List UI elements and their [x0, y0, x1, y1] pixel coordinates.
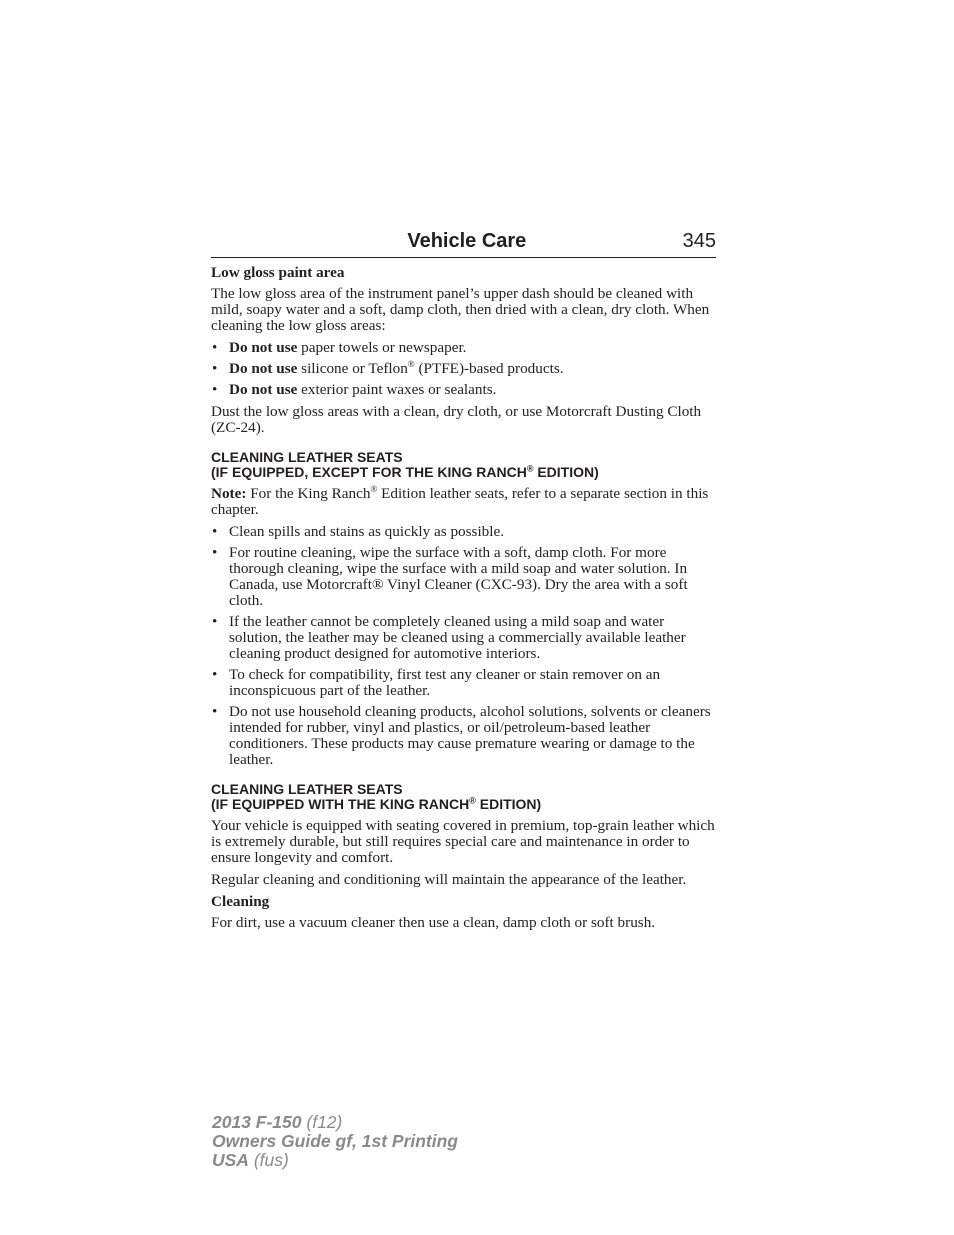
- registered-mark: ®: [370, 483, 378, 494]
- list-item-text: To check for compatibility, first test any cleaner or stain remover on an inconspicuous part of the leather.: [229, 666, 661, 699]
- list-item-text: exterior paint waxes or sealants.: [297, 381, 497, 398]
- list-item-text: Do not use household cleaning products, alcohol solutions, solvents or cleaners intended for rubber, vinyl and plastics, or oil/petroleum-based leather conditioners. These products may cause premature wearing or damage to the leather.: [229, 703, 711, 768]
- footer-model: 2013 F-150: [212, 1112, 302, 1132]
- bullet-icon: •: [212, 544, 218, 561]
- heading-text: (IF EQUIPPED WITH THE KING RANCH: [211, 796, 470, 812]
- footer-model-code: (f12): [301, 1112, 343, 1132]
- heading-text: EDITION): [533, 464, 599, 480]
- emphasis-text: Do not use: [229, 360, 298, 377]
- heading-text: EDITION): [475, 796, 542, 812]
- note-text: Edition leather seats, refer to a separate section in this chapter.: [211, 485, 709, 518]
- low-gloss-section: [211, 265, 716, 436]
- emphasis-text: Do not use: [229, 381, 298, 398]
- list-item-text: If the leather cannot be completely cleaned using a mild soap and water solution, the leather may be cleaned using a commercially available leather cleaning product designed for automotive interiors.: [229, 613, 686, 662]
- list-item: [211, 614, 716, 662]
- page-header: [211, 230, 716, 258]
- footer-market: USA: [212, 1150, 249, 1170]
- list-item-text: paper towels or newspaper.: [297, 339, 467, 356]
- note-label: Note:: [211, 485, 247, 502]
- bullet-icon: •: [212, 339, 218, 356]
- note-text: For the King Ranch: [246, 485, 371, 502]
- section-title: Vehicle Care: [407, 230, 527, 252]
- list-item-text: (PTFE)-based products.: [414, 360, 564, 377]
- emphasis-text: Do not use: [229, 339, 298, 356]
- bullet-icon: •: [212, 613, 218, 630]
- list-item: [211, 358, 716, 377]
- bullet-icon: •: [212, 360, 218, 377]
- list-item-text: silicone or Teflon: [297, 360, 408, 377]
- bullet-icon: •: [212, 666, 218, 683]
- registered-mark: ®: [407, 358, 415, 369]
- footer-line-guide: [212, 1132, 458, 1151]
- heading-line: CLEANING LEATHER SEATS: [211, 781, 403, 797]
- list-item: [211, 667, 716, 699]
- page-number: 345: [682, 230, 716, 252]
- footer-line-model: [212, 1113, 458, 1132]
- king-ranch-para-1: Your vehicle is equipped with seating covered in premium, top-grain leather which is extremely durable, but still requires special care and maintenance in order to ensure longevity and comfort.: [211, 817, 715, 866]
- cleaning-text: For dirt, use a vacuum cleaner then use a clean, damp cloth or soft brush.: [211, 914, 656, 931]
- bullet-icon: •: [212, 381, 218, 398]
- low-gloss-outro: Dust the low gloss areas with a clean, dry cloth, or use Motorcraft Dusting Cloth (ZC-24).: [211, 403, 702, 436]
- list-item: [211, 340, 716, 356]
- list-item: [211, 545, 716, 609]
- heading-text: (IF EQUIPPED, EXCEPT FOR THE KING RANCH: [211, 464, 527, 480]
- note-paragraph: [211, 483, 716, 518]
- registered-mark: ®: [526, 463, 534, 474]
- list-item: [211, 704, 716, 768]
- king-ranch-para-2: Regular cleaning and conditioning will maintain the appearance of the leather.: [211, 871, 687, 888]
- footer-line-market: [212, 1151, 458, 1170]
- list-item: [211, 382, 716, 398]
- leather-care-list: [211, 524, 716, 768]
- leather-section: [211, 483, 716, 768]
- heading-line: [211, 465, 716, 480]
- bullet-icon: •: [212, 523, 218, 540]
- king-ranch-section: [211, 818, 716, 931]
- registered-mark: ®: [469, 795, 476, 806]
- section-heading-leather: [211, 450, 716, 480]
- section-heading-king-ranch: [211, 782, 716, 812]
- footer-guide: Owners Guide gf, 1st Printing: [212, 1131, 458, 1151]
- list-item-text: For routine cleaning, wipe the surface with a soft, damp cloth. For more thorough cleaning, wipe the surface with a mild soap and water solution. In Canada, use Motorcraft® Vinyl Cleaner (CXC-93). Dry the area with a soft cloth.: [229, 544, 688, 609]
- manual-page: [211, 230, 716, 937]
- list-item-text: Clean spills and stains as quickly as possible.: [229, 523, 505, 540]
- bullet-icon: •: [212, 703, 218, 720]
- low-gloss-intro: The low gloss area of the instrument panel’s upper dash should be cleaned with mild, soapy water and a soft, damp cloth, then dried with a clean, dry cloth. When cleaning the low gloss areas:: [211, 285, 710, 334]
- cleaning-heading: Cleaning: [211, 893, 270, 910]
- page-footer: [212, 1113, 458, 1170]
- heading-line: CLEANING LEATHER SEATS: [211, 449, 403, 465]
- list-item: [211, 524, 716, 540]
- low-gloss-list: [211, 340, 716, 398]
- footer-market-code: (fus): [248, 1150, 289, 1170]
- low-gloss-heading: Low gloss paint area: [211, 264, 345, 281]
- heading-line: [211, 797, 716, 812]
